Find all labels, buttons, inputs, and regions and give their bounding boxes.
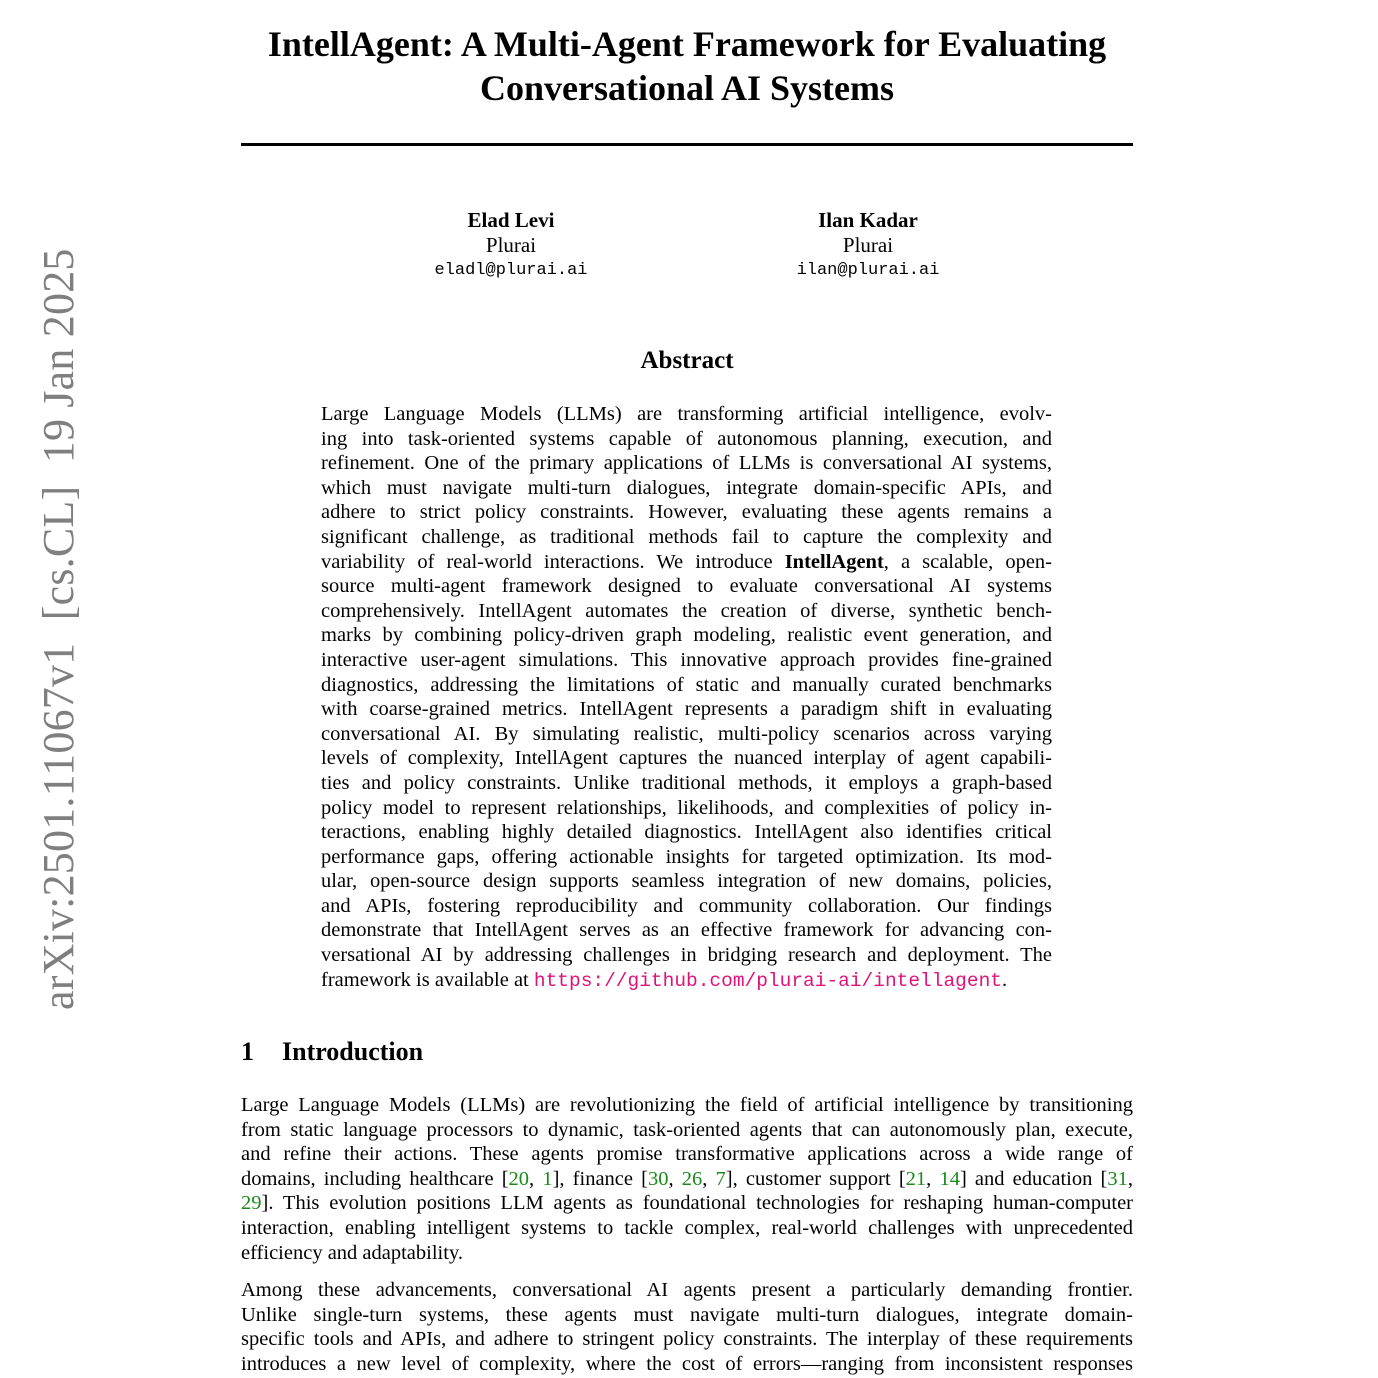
abstract-line (321, 550, 1052, 575)
author-name: Ilan Kadar (818, 208, 918, 232)
abstract-line: ular, open-source design supports seamless integration of new domains, policies, (321, 870, 1052, 893)
abstract-line: which must navigate multi-turn dialogues, integrate domain-specific APIs, and (321, 476, 1052, 499)
intro-text: , (1127, 1167, 1133, 1190)
intro-line (241, 1167, 1133, 1192)
intro-text: , (702, 1167, 716, 1190)
intro-paragraph-1 (241, 1093, 1133, 1265)
intro-line: Among these advancements, conversational AI agents present a particularly demanding frontier. (241, 1279, 1133, 1301)
abstract-line: ing into task-oriented systems capable of autonomous planning, execution, and (321, 427, 1052, 450)
abstract-line: Large Language Models (LLMs) are transforming artificial intelligence, evolv- (321, 403, 1052, 425)
abstract-line: ties and policy constraints. Unlike traditional methods, it employs a graph-based (321, 771, 1052, 794)
citation-link[interactable]: 31 (1107, 1167, 1128, 1190)
intro-line: interaction, enabling intelligent systems to tackle complex, real-world challenges with unprecedented (241, 1216, 1133, 1239)
abstract-line (321, 968, 1052, 994)
abstract-line: and APIs, fostering reproducibility and community collaboration. Our findings (321, 894, 1052, 917)
arxiv-identifier-stamp: arXiv:2501.11067v1 [cs.CL] 19 Jan 2025 (34, 248, 83, 1010)
author-email[interactable]: ilan@plurai.ai (796, 261, 940, 280)
title-line-1: IntellAgent: A Multi-Agent Framework for Evaluating (267, 24, 1107, 64)
intro-line: Large Language Models (LLMs) are revolutionizing the field of artificial intelligence by transitioning (241, 1094, 1133, 1116)
intro-line: introduces a new level of complexity, where the cost of errors—ranging from inconsistent responses (241, 1352, 1133, 1375)
abstract-text: , a scalable, open- (883, 550, 1052, 573)
abstract-line: adhere to strict policy constraints. However, evaluating these agents remains a (321, 501, 1052, 524)
citation-link[interactable]: 26 (681, 1167, 703, 1190)
intro-text: ] and education [ (959, 1167, 1108, 1190)
citation-link[interactable]: 20 (508, 1167, 530, 1190)
intro-text: ], finance [ (552, 1167, 648, 1190)
citation-link[interactable]: 21 (905, 1167, 927, 1190)
intro-text: , (668, 1167, 682, 1190)
abstract-line: source multi-agent framework designed to evaluate conversational AI systems (321, 575, 1052, 598)
abstract-line: policy model to represent relationships, likelihoods, and complexities of policy in- (321, 796, 1052, 819)
citation-link[interactable]: 7 (715, 1167, 726, 1190)
title-rule (241, 143, 1133, 146)
intro-text: , (926, 1167, 940, 1190)
intro-text: domains, including healthcare [ (241, 1167, 509, 1190)
abstract-line: levels of complexity, IntellAgent captures the nuanced interplay of agent capabili- (321, 747, 1052, 770)
abstract-line: with coarse-grained metrics. IntellAgent represents a paradigm shift in evaluating (321, 698, 1052, 721)
abstract-text: framework is available at (321, 968, 534, 991)
abstract-line: versational AI by addressing challenges in bridging research and deployment. The (321, 944, 1052, 967)
author-affiliation: Plurai (485, 233, 537, 257)
abstract-line: demonstrate that IntellAgent serves as an effective framework for advancing con- (321, 919, 1052, 942)
section-number: 1 (241, 1037, 254, 1066)
abstract-line: significant challenge, as traditional methods fail to capture the complexity and (321, 525, 1052, 548)
abstract-line: refinement. One of the primary applications of LLMs is conversational AI systems, (321, 452, 1052, 475)
paper-title (241, 22, 1133, 110)
intro-paragraph-2 (241, 1278, 1133, 1376)
citation-link[interactable]: 29 (241, 1192, 262, 1215)
abstract-line: diagnostics, addressing the limitations of static and manually curated benchmarks (321, 673, 1052, 696)
intro-line (241, 1191, 1133, 1216)
author-name: Elad Levi (467, 208, 555, 232)
author-email[interactable]: eladl@plurai.ai (434, 261, 588, 280)
intro-text: , (529, 1167, 543, 1190)
abstract-line: interactive user-agent simulations. This innovative approach provides fine-grained (321, 648, 1052, 671)
section-title: Introduction (282, 1037, 424, 1066)
intro-line: specific tools and APIs, and adhere to stringent policy constraints. The interplay of these requirements (241, 1328, 1133, 1351)
abstract-body (321, 402, 1052, 993)
section-heading-introduction (241, 1036, 423, 1068)
author-block-2 (718, 208, 1018, 283)
abstract-line: comprehensively. IntellAgent automates the creation of diverse, synthetic bench- (321, 599, 1052, 622)
author-block-1 (361, 208, 661, 283)
citation-link[interactable]: 14 (939, 1167, 960, 1190)
abstract-line: marks by combining policy-driven graph modeling, realistic event generation, and (321, 624, 1052, 647)
abstract-text: . (1001, 968, 1008, 991)
intro-line: and refine their actions. These agents promise transformative applications across a wide range of (241, 1143, 1133, 1166)
abstract-heading: Abstract (640, 347, 734, 374)
github-link[interactable]: https://github.com/plurai-ai/intellagent (533, 969, 1002, 992)
citation-link[interactable]: 30 (647, 1167, 669, 1190)
author-affiliation: Plurai (842, 233, 894, 257)
intro-line: efficiency and adaptability. (241, 1241, 463, 1264)
intro-text: ], customer support [ (725, 1167, 906, 1190)
abstract-line: teractions, enabling highly detailed diagnostics. IntellAgent also identifies critical (321, 821, 1052, 844)
abstract-line: conversational AI. By simulating realistic, multi-policy scenarios across varying (321, 722, 1052, 745)
abstract-text: variability of real-world interactions. We introduce (321, 550, 785, 573)
intro-line: Unlike single-turn systems, these agents must navigate multi-turn dialogues, integrate domain- (241, 1303, 1133, 1326)
framework-name: IntellAgent (784, 550, 884, 573)
abstract-line: performance gaps, offering actionable insights for targeted optimization. Its mod- (321, 845, 1052, 868)
title-line-2: Conversational AI Systems (479, 68, 895, 108)
intro-text: ]. This evolution positions LLM agents as foundational technologies for reshaping human-computer (261, 1192, 1133, 1215)
intro-line: from static language processors to dynamic, task-oriented agents that can autonomously plan, execute, (241, 1118, 1133, 1141)
citation-link[interactable]: 1 (542, 1167, 553, 1190)
